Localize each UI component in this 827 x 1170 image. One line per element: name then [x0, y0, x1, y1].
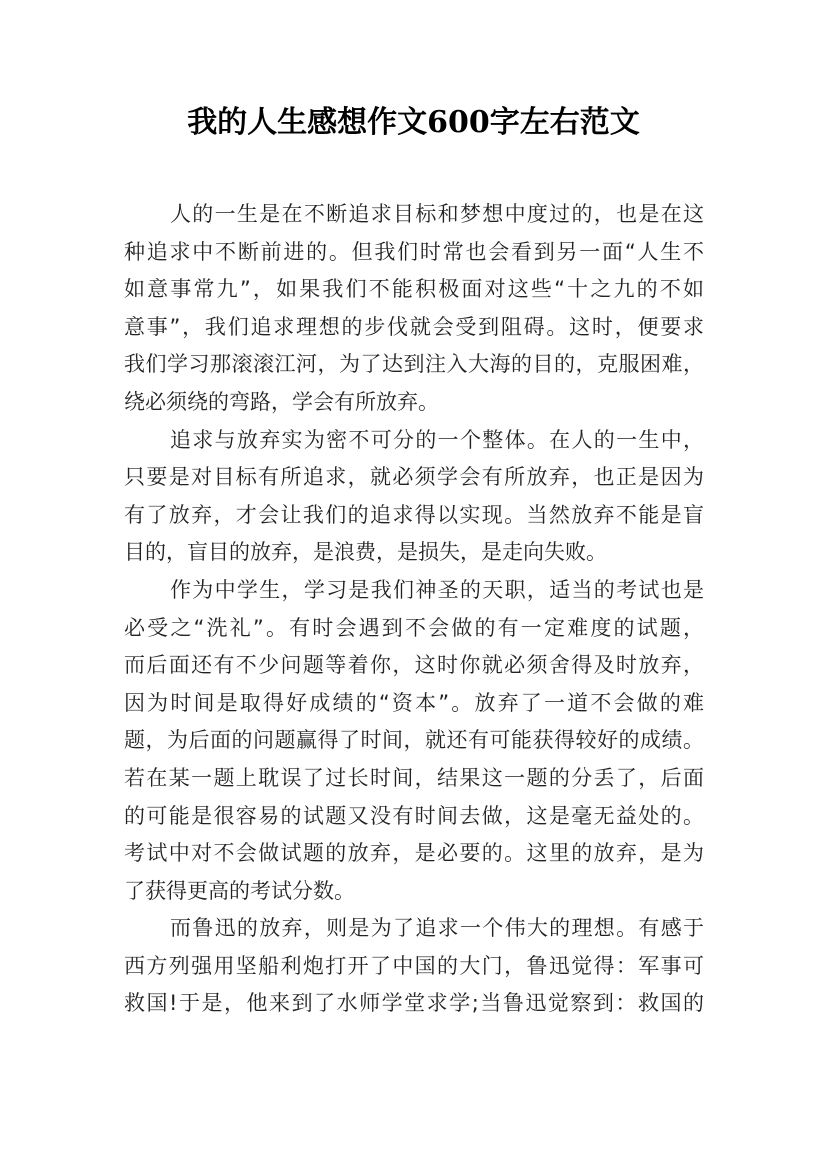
text-line: 题，为后面的问题赢得了时间，就还有可能获得较好的成绩。: [124, 728, 704, 753]
text-line: 的可能是很容易的试题又没有时间去做，这是毫无益处的。: [124, 803, 704, 828]
text-line: 我们学习那滚滚江河，为了达到注入大海的目的，克服困难，: [124, 352, 704, 377]
text-line: 而鲁迅的放弃，则是为了追求一个伟大的理想。有感于: [170, 916, 704, 941]
text-line: 因为时间是取得好成绩的“资本”。放弃了一道不会做的难: [124, 690, 704, 715]
text-line: 绕必须绕的弯路，学会有所放弃。: [124, 389, 439, 414]
text-line: 人的一生是在不断追求目标和梦想中度过的，也是在这: [170, 202, 704, 226]
text-line: 考试中对不会做试题的放弃，是必要的。这里的放弃，是为: [124, 841, 704, 866]
text-line: 种追求中不断前进的。但我们时常也会看到另一面“人生不: [124, 239, 704, 264]
text-line: 救国!于是，他来到了水师学堂求学;当鲁迅觉察到：救国的: [124, 991, 704, 1016]
text-line: 追求与放弃实为密不可分的一个整体。在人的一生中，: [170, 427, 704, 452]
document-title: 我的人生感想作文600字左右范文: [187, 105, 640, 140]
document-body: [124, 196, 704, 1023]
text-line: 只要是对目标有所追求，就必须学会有所放弃，也正是因为: [124, 465, 704, 490]
text-line: 西方列强用坚船利炮打开了中国的大门，鲁迅觉得：军事可: [124, 953, 704, 978]
text-line: 如意事常九”，如果我们不能积极面对这些“十之九的不如: [124, 277, 704, 302]
text-line: 作为中学生，学习是我们神圣的天职，适当的考试也是: [170, 577, 704, 602]
text-line: 意事”，我们追求理想的步伐就会受到阻碍。这时，便要求: [124, 314, 704, 339]
text-line: 而后面还有不少问题等着你，这时你就必须舍得及时放弃，: [124, 653, 704, 678]
text-line: 了获得更高的考试分数。: [124, 878, 355, 903]
text-line: 若在某一题上耽误了过长时间，结果这一题的分丢了，后面: [124, 765, 704, 790]
text-line: 有了放弃，才会让我们的追求得以实现。当然放弃不能是盲: [124, 502, 704, 527]
text-line: 目的，盲目的放弃，是浪费，是损失，是走向失败。: [124, 540, 607, 565]
text-line: 必受之“洗礼”。有时会遇到不会做的有一定难度的试题，: [124, 615, 704, 640]
